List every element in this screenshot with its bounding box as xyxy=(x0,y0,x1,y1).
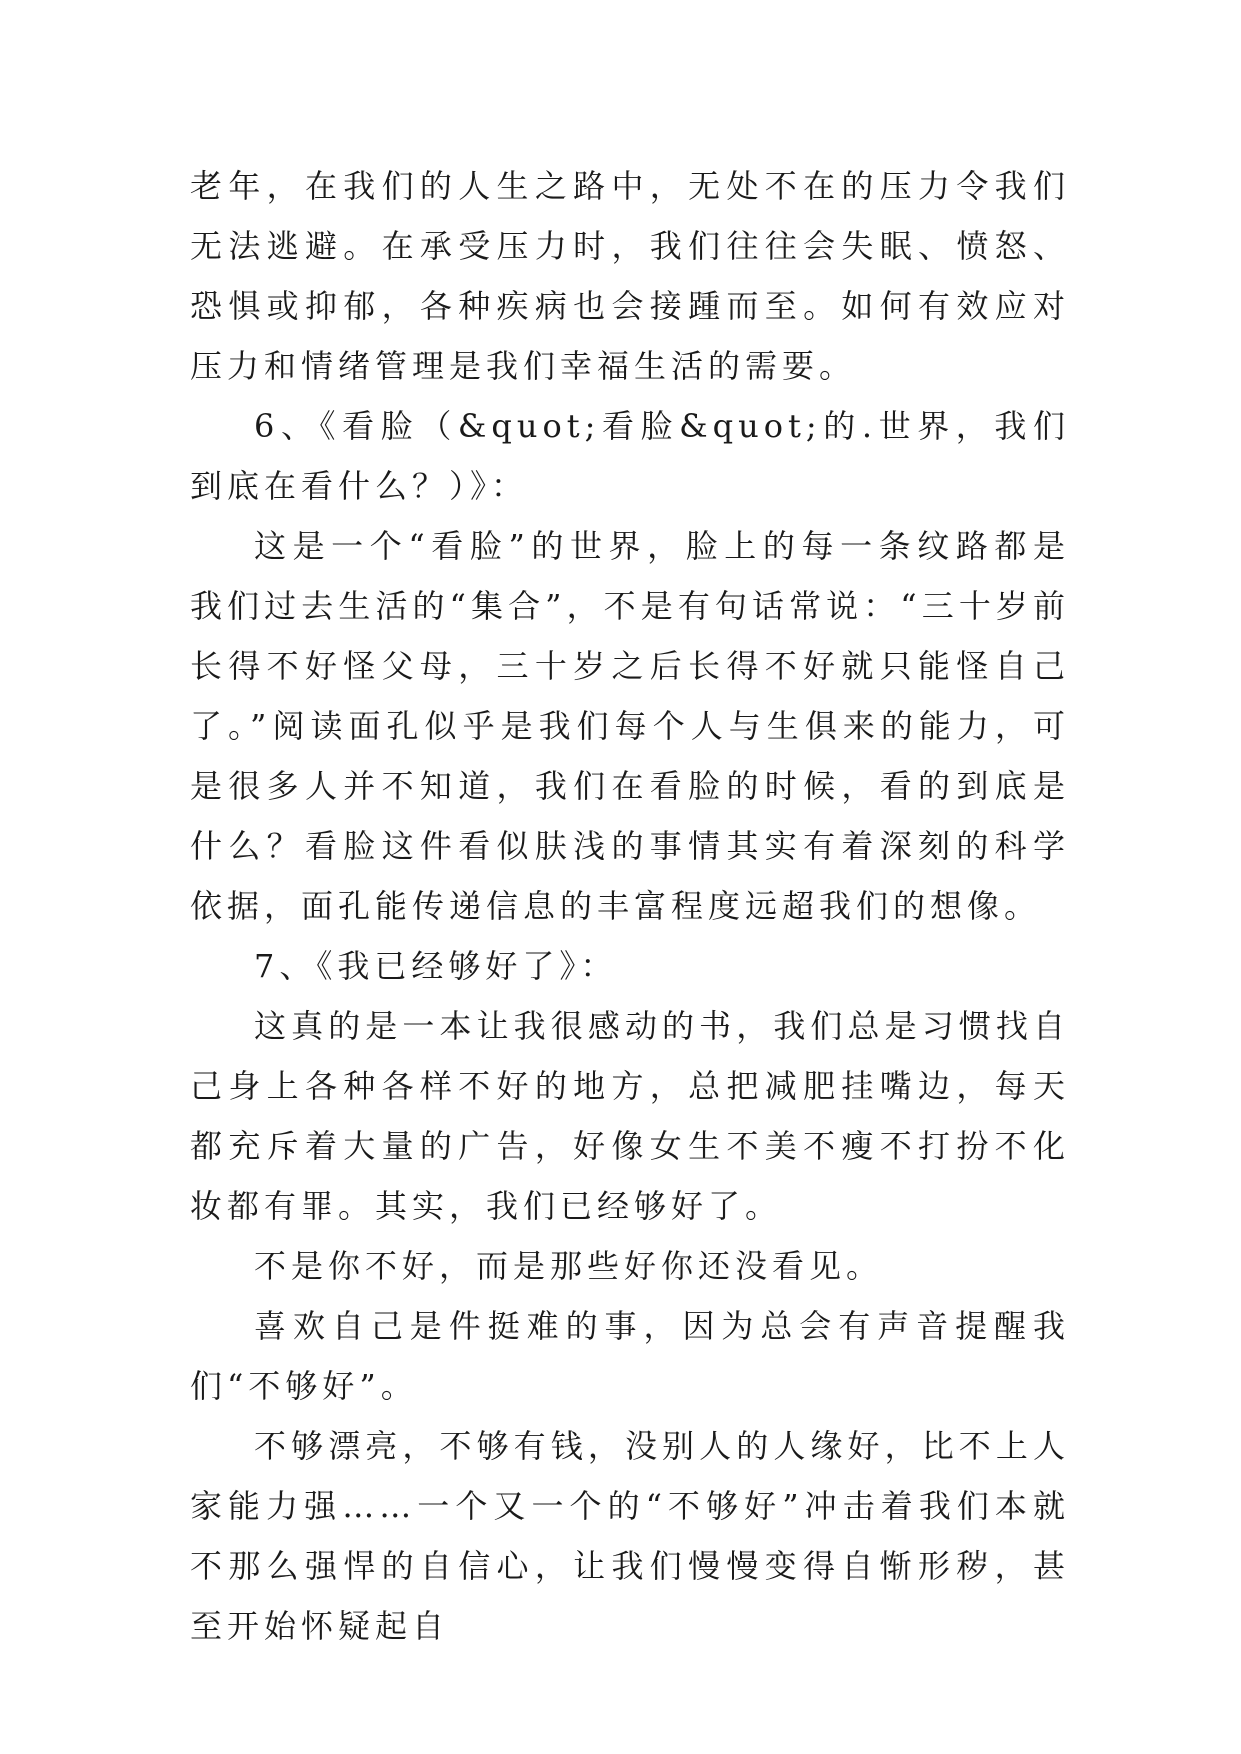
paragraph: 喜欢自己是件挺难的事，因为总会有声音提醒我们“不够好”。 xyxy=(190,1307,1070,1405)
paragraph: 这是一个“看脸”的世界，脸上的每一条纹路都是我们过去生活的“集合”，不是有句话常说：“三十岁前长得不好怪父母，三十岁之后长得不好就只能怪自己了。”阅读面孔似乎是我们每个人与生俱来的能力，可是很多人并不知道，我们在看脸的时候，看的到底是什么？看脸这件看似肤浅的事情其实有着深刻的科学依据，面孔能传递信息的丰富程度远超我们的想像。 xyxy=(190,527,1070,925)
paragraph: 这真的是一本让我很感动的书，我们总是习惯找自己身上各种各样不好的地方，总把减肥挂嘴边，每天都充斥着大量的广告，好像女生不美不瘦不打扮不化妆都有罪。其实，我们已经够好了。 xyxy=(190,1007,1070,1225)
paragraph: 不够漂亮，不够有钱，没别人的人缘好，比不上人家能力强……一个又一个的“不够好”冲击着我们本就不那么强悍的自信心，让我们慢慢变得自惭形秽，甚至开始怀疑起自 xyxy=(190,1427,1070,1645)
section-heading: 7、《我已经够好了》： xyxy=(254,947,618,985)
paragraph: 老年，在我们的人生之路中，无处不在的压力令我们无法逃避。在承受压力时，我们往往会失眠、愤怒、恐惧或抑郁，各种疾病也会接踵而至。如何有效应对压力和情绪管理是我们幸福生活的需要。 xyxy=(190,167,1070,385)
paragraph: 不是你不好，而是那些好你还没看见。 xyxy=(254,1247,884,1285)
section-heading: 6、《看脸（&quot;看脸&quot;的.世界，我们到底在看什么？）》： xyxy=(190,407,1070,505)
document-body xyxy=(190,156,1070,1656)
